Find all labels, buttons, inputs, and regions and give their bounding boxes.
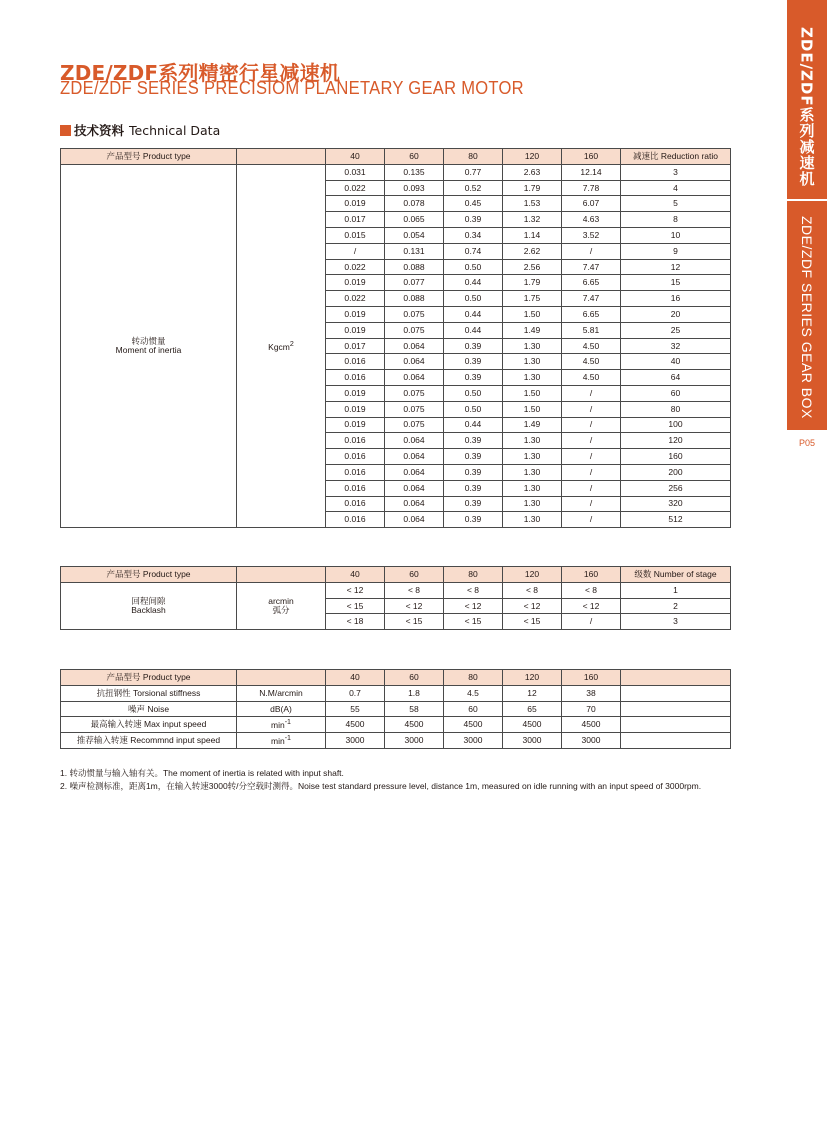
data-cell: 1.30 <box>503 433 562 449</box>
data-cell: 1.53 <box>503 196 562 212</box>
header-cell: 160 <box>562 670 621 686</box>
data-cell: < 8 <box>385 582 444 598</box>
data-cell: 4500 <box>385 717 444 733</box>
data-cell: 1.14 <box>503 227 562 243</box>
unit-superscript: -1 <box>284 718 291 727</box>
data-cell: 0.39 <box>444 354 503 370</box>
footnote: 2. 噪声检测标准，距离1m，在输入转速3000转/分空载时测得。Noise test standard pressure level, distance 1m, measured on idle running with an input speed of 3000rpm. <box>60 781 702 791</box>
header-cell <box>237 670 326 686</box>
page-number: P05 <box>798 438 815 448</box>
data-cell: < 12 <box>444 598 503 614</box>
data-cell: / <box>326 243 385 259</box>
header-cell: 60 <box>385 567 444 583</box>
data-cell: 2 <box>621 598 731 614</box>
table-row <box>61 733 731 749</box>
data-cell: 0.078 <box>385 196 444 212</box>
data-cell: 0.77 <box>444 164 503 180</box>
data-cell: 256 <box>621 480 731 496</box>
param-cell <box>61 164 237 527</box>
data-cell: 4.50 <box>562 354 621 370</box>
data-cell: 0.016 <box>326 464 385 480</box>
data-cell: 1.75 <box>503 291 562 307</box>
data-cell: 1.49 <box>503 322 562 338</box>
data-cell: / <box>562 401 621 417</box>
unit-label-cn: 弧分 <box>272 604 290 615</box>
header-cell: 120 <box>503 149 562 165</box>
data-cell: 0.031 <box>326 164 385 180</box>
data-cell: 4.5 <box>444 685 503 701</box>
unit-label: min <box>271 736 285 747</box>
data-cell: 512 <box>621 512 731 528</box>
header-cell: 级数 Number of stage <box>621 567 731 583</box>
param-cell <box>61 582 237 629</box>
data-cell: < 15 <box>503 614 562 630</box>
data-cell: 0.093 <box>385 180 444 196</box>
side-tab-title-cn: ZDE/ZDF系列减速机 <box>797 27 816 187</box>
data-cell: < 18 <box>326 614 385 630</box>
data-cell: 2.63 <box>503 164 562 180</box>
data-cell: 0.016 <box>326 496 385 512</box>
data-cell: 0.019 <box>326 275 385 291</box>
data-cell: 3000 <box>385 733 444 749</box>
unit-label: min <box>271 720 285 731</box>
data-cell: 55 <box>326 701 385 717</box>
data-cell: 70 <box>562 701 621 717</box>
data-cell: 12 <box>503 685 562 701</box>
header-cell: 160 <box>562 149 621 165</box>
data-cell: 0.016 <box>326 449 385 465</box>
data-cell: < 15 <box>385 614 444 630</box>
empty-cell <box>621 685 731 701</box>
header-cell: 60 <box>385 670 444 686</box>
data-cell: < 8 <box>444 582 503 598</box>
data-cell: 1.30 <box>503 496 562 512</box>
data-cell: 60 <box>444 701 503 717</box>
data-cell: 0.019 <box>326 385 385 401</box>
performance-table <box>60 669 731 749</box>
data-cell: 200 <box>621 464 731 480</box>
section-title-en: Technical Data <box>129 122 221 138</box>
data-cell: 0.44 <box>444 306 503 322</box>
empty-cell <box>621 701 731 717</box>
side-tab-divider <box>787 199 827 201</box>
data-cell: 0.016 <box>326 512 385 528</box>
data-cell: 0.44 <box>444 275 503 291</box>
data-cell: 0.39 <box>444 449 503 465</box>
data-cell: 0.015 <box>326 227 385 243</box>
data-cell: 0.075 <box>385 306 444 322</box>
data-cell: 0.39 <box>444 433 503 449</box>
data-cell: 0.064 <box>385 354 444 370</box>
data-cell: 0.50 <box>444 385 503 401</box>
data-cell: 0.39 <box>444 212 503 228</box>
empty-cell <box>621 733 731 749</box>
data-cell: 10 <box>621 227 731 243</box>
data-cell: 0.088 <box>385 291 444 307</box>
data-cell: 0.34 <box>444 227 503 243</box>
data-cell: 7.78 <box>562 180 621 196</box>
empty-cell <box>621 717 731 733</box>
header-cell: 80 <box>444 149 503 165</box>
data-cell: 1.30 <box>503 512 562 528</box>
footnotes <box>60 767 701 793</box>
data-cell: 0.064 <box>385 512 444 528</box>
data-cell: 1.50 <box>503 401 562 417</box>
data-cell: 0.39 <box>444 370 503 386</box>
data-cell: 1.79 <box>503 180 562 196</box>
header-cell: 120 <box>503 670 562 686</box>
data-cell: / <box>562 480 621 496</box>
data-cell: 0.088 <box>385 259 444 275</box>
data-cell: 80 <box>621 401 731 417</box>
data-cell: 1.50 <box>503 306 562 322</box>
section-title-cn: 技术资料 <box>74 123 125 138</box>
param-label-en: Moment of inertia <box>115 344 182 355</box>
table-row <box>61 685 731 701</box>
unit-label: N.M/arcmin <box>259 687 303 698</box>
data-cell: 6.07 <box>562 196 621 212</box>
data-cell: / <box>562 449 621 465</box>
table-header-row <box>61 149 731 165</box>
side-tab <box>787 0 827 430</box>
header-cell: 减速比 Reduction ratio <box>621 149 731 165</box>
data-cell: 0.064 <box>385 480 444 496</box>
header-cell <box>237 149 326 165</box>
data-cell: 0.077 <box>385 275 444 291</box>
data-cell: 7.47 <box>562 291 621 307</box>
data-cell: 4500 <box>326 717 385 733</box>
unit-cell <box>237 582 326 629</box>
data-cell: 0.39 <box>444 512 503 528</box>
data-cell: 0.39 <box>444 464 503 480</box>
unit-cell <box>237 164 326 527</box>
param-label-en: Backlash <box>131 604 166 615</box>
data-cell: 3.52 <box>562 227 621 243</box>
data-cell: 0.064 <box>385 449 444 465</box>
row-label-cell: 推荐输入转速 Recommnd input speed <box>61 733 237 749</box>
data-cell: 60 <box>621 385 731 401</box>
header-cell: 40 <box>326 670 385 686</box>
inertia-table <box>60 148 731 528</box>
data-cell: 7.47 <box>562 259 621 275</box>
data-cell: 64 <box>621 370 731 386</box>
row-label-cell: 最高输入转速 Max input speed <box>61 717 237 733</box>
backlash-table <box>60 566 731 630</box>
data-cell: 0.019 <box>326 417 385 433</box>
data-cell: < 15 <box>444 614 503 630</box>
section-square-icon <box>60 125 71 136</box>
data-cell: 15 <box>621 275 731 291</box>
data-cell: 1.30 <box>503 464 562 480</box>
data-cell: 0.064 <box>385 464 444 480</box>
data-cell: 0.019 <box>326 306 385 322</box>
data-cell: 1.50 <box>503 385 562 401</box>
data-cell: 0.065 <box>385 212 444 228</box>
table-header-row <box>61 567 731 583</box>
data-cell: 0.016 <box>326 370 385 386</box>
data-cell: 0.075 <box>385 417 444 433</box>
data-cell: 1.30 <box>503 480 562 496</box>
data-cell: 4 <box>621 180 731 196</box>
unit-cell <box>237 685 326 701</box>
data-cell: 0.064 <box>385 433 444 449</box>
unit-label: Kgcm <box>268 341 290 352</box>
data-cell: / <box>562 243 621 259</box>
data-cell: 0.135 <box>385 164 444 180</box>
data-cell: 6.65 <box>562 306 621 322</box>
data-cell: 0.50 <box>444 291 503 307</box>
unit-label: dB(A) <box>270 703 292 714</box>
data-cell: 160 <box>621 449 731 465</box>
data-cell: / <box>562 417 621 433</box>
data-cell: 0.022 <box>326 180 385 196</box>
header-cell: 40 <box>326 567 385 583</box>
data-cell: 0.017 <box>326 338 385 354</box>
data-cell: 100 <box>621 417 731 433</box>
data-cell: 1.30 <box>503 354 562 370</box>
data-cell: < 12 <box>385 598 444 614</box>
data-cell: 1.49 <box>503 417 562 433</box>
data-cell: 0.064 <box>385 496 444 512</box>
param-label-cn: 回程间隙 <box>131 596 166 607</box>
data-cell: 0.50 <box>444 401 503 417</box>
table-row <box>61 701 731 717</box>
unit-superscript: -1 <box>284 734 291 743</box>
data-cell: 25 <box>621 322 731 338</box>
data-cell: 6.65 <box>562 275 621 291</box>
data-cell: 2.62 <box>503 243 562 259</box>
data-cell: 1.79 <box>503 275 562 291</box>
header-cell <box>621 670 731 686</box>
data-cell: 58 <box>385 701 444 717</box>
data-cell: 9 <box>621 243 731 259</box>
data-cell: / <box>562 464 621 480</box>
data-cell: / <box>562 512 621 528</box>
data-cell: 0.45 <box>444 196 503 212</box>
data-cell: 0.39 <box>444 338 503 354</box>
data-cell: 1.8 <box>385 685 444 701</box>
data-cell: 0.064 <box>385 370 444 386</box>
data-cell: 40 <box>621 354 731 370</box>
side-tab-title-en: ZDE/ZDF SERIES GEAR BOX <box>799 216 815 419</box>
data-cell: 0.7 <box>326 685 385 701</box>
data-cell: 20 <box>621 306 731 322</box>
data-cell: 3000 <box>326 733 385 749</box>
data-cell: < 12 <box>326 582 385 598</box>
data-cell: 12.14 <box>562 164 621 180</box>
data-cell: 0.44 <box>444 322 503 338</box>
data-cell: 3 <box>621 164 731 180</box>
data-cell: 4500 <box>562 717 621 733</box>
table-header-row <box>61 670 731 686</box>
data-cell: 0.019 <box>326 401 385 417</box>
row-label-cell: 抗扭钢性 Torsional stiffness <box>61 685 237 701</box>
data-cell: 0.50 <box>444 259 503 275</box>
data-cell: 2.56 <box>503 259 562 275</box>
header-cell: 60 <box>385 149 444 165</box>
table-row <box>61 164 731 180</box>
table-row <box>61 717 731 733</box>
data-cell: 0.016 <box>326 433 385 449</box>
unit-cell <box>237 733 326 749</box>
unit-cell <box>237 701 326 717</box>
data-cell: 4.50 <box>562 370 621 386</box>
data-cell: < 12 <box>503 598 562 614</box>
data-cell: 0.74 <box>444 243 503 259</box>
data-cell: / <box>562 496 621 512</box>
page-title-cn: ZDE/ZDF系列精密行星减速机 <box>60 61 341 85</box>
data-cell: 32 <box>621 338 731 354</box>
data-cell: 3000 <box>444 733 503 749</box>
data-cell: < 12 <box>562 598 621 614</box>
data-cell: 4.50 <box>562 338 621 354</box>
unit-cell <box>237 717 326 733</box>
data-cell: 0.075 <box>385 385 444 401</box>
data-cell: 0.39 <box>444 496 503 512</box>
data-cell: / <box>562 433 621 449</box>
data-cell: 0.075 <box>385 322 444 338</box>
data-cell: 0.054 <box>385 227 444 243</box>
header-cell: 120 <box>503 567 562 583</box>
data-cell: 0.016 <box>326 354 385 370</box>
data-cell: 5.81 <box>562 322 621 338</box>
unit-label-en: arcmin <box>268 596 294 607</box>
data-cell: 0.52 <box>444 180 503 196</box>
data-cell: 320 <box>621 496 731 512</box>
data-cell: 8 <box>621 212 731 228</box>
data-cell: < 8 <box>562 582 621 598</box>
data-cell: 4500 <box>503 717 562 733</box>
data-cell: 1.30 <box>503 338 562 354</box>
data-cell: 0.022 <box>326 291 385 307</box>
data-cell: 1.30 <box>503 370 562 386</box>
data-cell: 16 <box>621 291 731 307</box>
data-cell: 0.019 <box>326 322 385 338</box>
data-cell: 3 <box>621 614 731 630</box>
data-cell: 120 <box>621 433 731 449</box>
unit-superscript: 2 <box>289 339 294 348</box>
data-cell: / <box>562 614 621 630</box>
header-cell: 产品型号 Product type <box>61 149 237 165</box>
data-cell: 0.131 <box>385 243 444 259</box>
data-cell: 4500 <box>444 717 503 733</box>
page-title-en: ZDE/ZDF SERIES PRECISIOM PLANETARY GEAR MOTOR <box>60 78 524 98</box>
data-cell: 0.39 <box>444 480 503 496</box>
header-cell: 80 <box>444 670 503 686</box>
data-cell: 38 <box>562 685 621 701</box>
data-cell: 0.44 <box>444 417 503 433</box>
data-cell: 1.32 <box>503 212 562 228</box>
data-cell: 0.016 <box>326 480 385 496</box>
data-cell: < 15 <box>326 598 385 614</box>
data-cell: 0.022 <box>326 259 385 275</box>
param-label-cn: 转动惯量 <box>131 336 166 347</box>
data-cell: 65 <box>503 701 562 717</box>
data-cell: 1.30 <box>503 449 562 465</box>
header-cell: 40 <box>326 149 385 165</box>
data-cell: 5 <box>621 196 731 212</box>
row-label-cell: 噪声 Noise <box>61 701 237 717</box>
data-cell: 0.075 <box>385 401 444 417</box>
data-cell: 3000 <box>503 733 562 749</box>
data-cell: 0.019 <box>326 196 385 212</box>
data-cell: 12 <box>621 259 731 275</box>
header-cell: 产品型号 Product type <box>61 670 237 686</box>
data-cell: 0.017 <box>326 212 385 228</box>
header-cell: 产品型号 Product type <box>61 567 237 583</box>
data-cell: 0.064 <box>385 338 444 354</box>
data-cell: 3000 <box>562 733 621 749</box>
data-cell: 1 <box>621 582 731 598</box>
section-heading <box>60 121 220 139</box>
data-cell: / <box>562 385 621 401</box>
table-row <box>61 582 731 598</box>
data-cell: 4.63 <box>562 212 621 228</box>
header-cell: 80 <box>444 567 503 583</box>
data-cell: < 8 <box>503 582 562 598</box>
header-cell: 160 <box>562 567 621 583</box>
header-cell <box>237 567 326 583</box>
footnote: 1. 转动惯量与输入轴有关。The moment of inertia is related with input shaft. <box>60 768 344 778</box>
